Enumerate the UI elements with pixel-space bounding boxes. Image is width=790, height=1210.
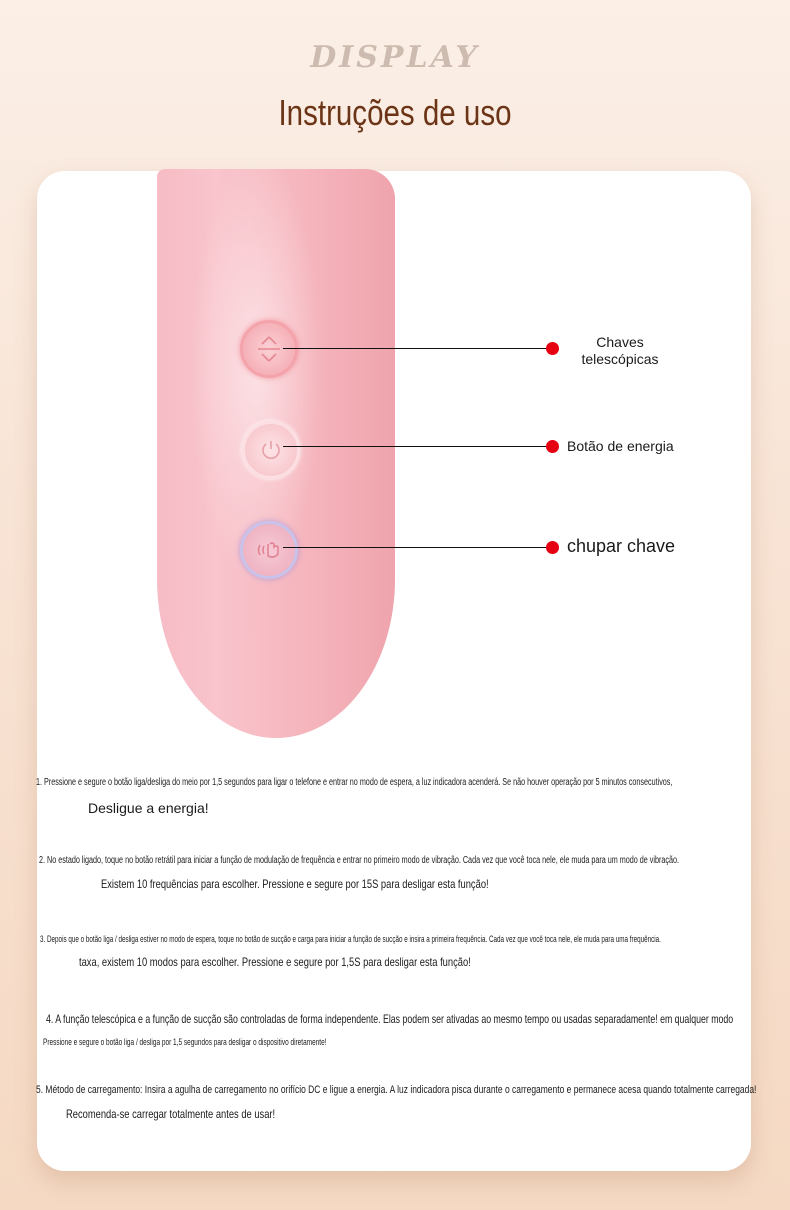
callout-label-telescopic-line2: telescópicas [581, 351, 659, 367]
suction-button [240, 521, 298, 579]
telescopic-button [240, 320, 298, 378]
instruction-2-line1: 2. No estado ligado, toque no botão retrátil para iniciar a função de modulação de frequência e entrar no primeiro modo de vibração. Cada vez que você toca nele, ele muda para um modo de vibração. [39, 855, 680, 866]
callout-dot-telescopic [546, 342, 559, 355]
instruction-1-line1: 1. Pressione e segure o botão liga/desliga do meio por 1,5 segundos para ligar o telefone e entrar no modo de espera, a luz indicadora acenderá. Se não houver operação por 5 minutos consecutivos, [36, 777, 673, 788]
callout-label-suction: chupar chave [567, 536, 676, 556]
instruction-3-line2: taxa, existem 10 modos para escolher. Pressione e segure por 1,5S para desligar esta função! [79, 955, 471, 969]
instruction-4-line1: 4. A função telescópica e a função de sucção são controladas de forma independente. Elas podem ser ativadas ao mesmo tempo ou usadas separadamente! em qualquer modo [46, 1012, 734, 1026]
power-button [242, 421, 300, 479]
hand-suction-icon [254, 535, 284, 565]
callout-dot-suction [546, 541, 559, 554]
callout-label-telescopic [565, 334, 675, 368]
instruction-4-line2: Pressione e segure o botão liga / desliga por 1,5 segundos para desligar o dispositivo diretamente! [43, 1037, 327, 1047]
page-title: Instruções de uso [278, 92, 512, 133]
instruction-2-line2: Existem 10 frequências para escolher. Pressione e segure por 15S para desligar esta função! [101, 877, 489, 891]
callout-line-power [283, 446, 548, 447]
header-watermark: DISPLAY [310, 40, 480, 75]
instruction-1-line2: Desligue a energia! [88, 800, 209, 816]
instruction-5-line1: 5. Método de carregamento: Insira a agulha de carregamento no orifício DC e ligue a energia. A luz indicadora pisca durante o carregamento e permanece acesa quando totalmente carregada! [36, 1084, 757, 1096]
expand-arrows-icon [254, 334, 284, 364]
power-icon [256, 435, 286, 465]
instruction-5-line2: Recomenda-se carregar totalmente antes de usar! [66, 1107, 276, 1121]
callout-line-suction [283, 547, 548, 548]
callout-label-power: Botão de energia [567, 438, 674, 454]
callout-label-telescopic-line1: Chaves [596, 334, 644, 350]
instruction-3-line1: 3. Depois que o botão liga / desliga estiver no modo de espera, toque no botão de sucção e carga para iniciar a função de sucção e insira a primeira frequência. Cada vez que você toca nele, ele muda para uma frequência. [40, 934, 661, 944]
callout-dot-power [546, 440, 559, 453]
callout-line-telescopic [283, 348, 548, 349]
